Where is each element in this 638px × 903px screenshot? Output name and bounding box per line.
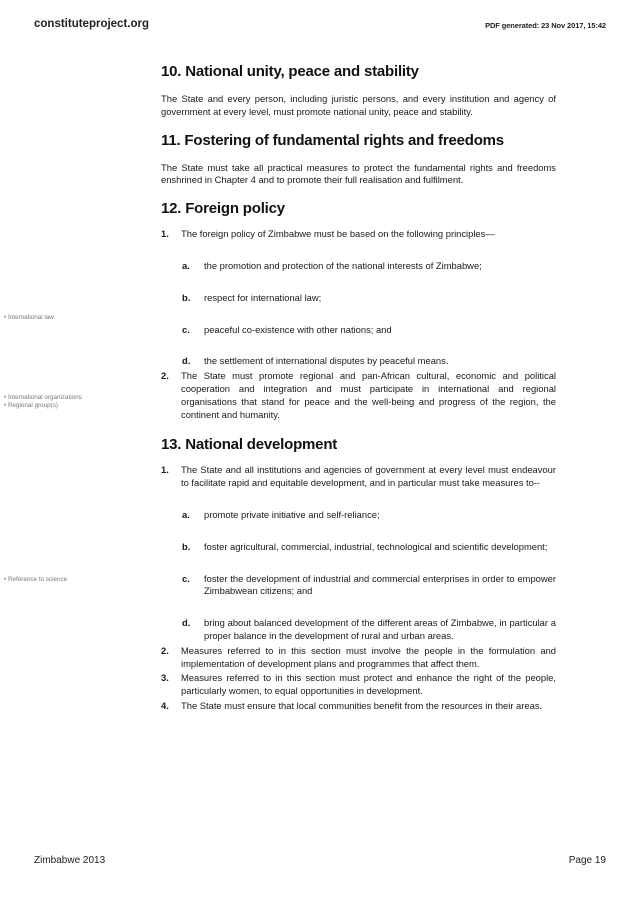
- subitem-text: foster the development of industrial and commercial enterprises in order to empower Zimbabwean citizens; and: [204, 572, 556, 597]
- section-11-title: 11. Fostering of fundamental rights and freedoms: [161, 131, 504, 149]
- item-text: Measures referred to in this section must protect and enhance the right of the people, particularly women, to equal opportunities in development.: [181, 672, 556, 697]
- sidebar-tag-label: • International law: [4, 314, 54, 322]
- subitem-text: bring about balanced development of the different areas of Zimbabwe, in particular a proper balance in the development of rural and urban areas.: [204, 617, 556, 641]
- subitem-label: d.: [182, 355, 191, 367]
- section-12-subitem: [161, 292, 556, 305]
- section-12-subitem: [161, 260, 556, 273]
- section-13-subitem: [161, 541, 556, 554]
- section-13-item: [161, 700, 556, 713]
- section-12-title: 12. Foreign policy: [161, 200, 285, 218]
- item-number: 1.: [161, 228, 169, 240]
- item-number: 3.: [161, 672, 169, 684]
- section-11-body: The State must take all practical measures to protect the fundamental rights and freedoms enshrined in Chapter 4 and to promote their full realisation and fulfilment.: [161, 161, 556, 186]
- section-12-item: [161, 370, 556, 421]
- site-name: constituteproject.org: [34, 18, 150, 30]
- subitem-label: d.: [182, 617, 191, 629]
- item-text: The foreign policy of Zimbabwe must be based on the following principles—: [181, 228, 495, 240]
- sidebar-tag-label: • Reference to science: [4, 576, 67, 584]
- subitem-text: the settlement of international disputes by peaceful means.: [204, 355, 449, 367]
- subitem-label: c.: [182, 323, 190, 335]
- section-13-subitem: [161, 509, 556, 522]
- subitem-text: promote private initiative and self-reliance;: [204, 508, 380, 520]
- item-number: 2.: [161, 370, 169, 382]
- subitem-text: respect for international law;: [204, 291, 322, 303]
- subitem-text: peaceful co-existence with other nations; and: [204, 323, 392, 335]
- subitem-text: foster agricultural, commercial, industrial, technological and scientific development;: [204, 540, 548, 552]
- subitem-label: b.: [182, 291, 191, 303]
- sidebar-tag-group-organizations: [4, 394, 82, 409]
- item-text: The State and all institutions and agencies of government at every level must endeavour to facilitate rapid and equitable development, and in particular must take measures to--: [181, 464, 556, 489]
- section-13-subitem: [161, 573, 556, 599]
- section-10-body: The State and every person, including juristic persons, and every institution and agency of government at every level, must promote national unity, peace and stability.: [161, 93, 556, 117]
- sidebar-tag-science: [4, 576, 67, 584]
- item-text: The State must ensure that local communities benefit from the resources in their areas.: [181, 699, 543, 711]
- section-12-subitem: [161, 355, 556, 368]
- section-10-title: 10. National unity, peace and stability: [161, 63, 419, 80]
- section-12-subitem: [161, 324, 556, 337]
- section-12-item: [161, 228, 556, 241]
- subitem-label: c.: [182, 572, 190, 584]
- subitem-label: b.: [182, 540, 191, 552]
- sidebar-tag-label: • International organizations: [4, 394, 82, 402]
- subitem-text: the promotion and protection of the national interests of Zimbabwe;: [204, 259, 482, 271]
- section-13-title: 13. National development: [161, 436, 338, 454]
- document-body: [161, 62, 556, 713]
- item-number: 4.: [161, 699, 169, 711]
- item-text: Measures referred to in this section must involve the people in the formulation and implementation of development plans and programmes that affect them.: [181, 644, 556, 669]
- sidebar-tag-label: • Regional group(s): [4, 402, 82, 410]
- footer-page-number: Page 19: [568, 855, 606, 866]
- item-number: 1.: [161, 464, 169, 476]
- subitem-label: a.: [182, 259, 190, 271]
- subitem-label: a.: [182, 508, 190, 520]
- section-13-item: [161, 464, 556, 490]
- section-13-item: [161, 645, 556, 671]
- item-number: 2.: [161, 644, 169, 656]
- section-13-subitem: [161, 617, 556, 643]
- item-text: The State must promote regional and pan-African cultural, economic and political cooperation and integration and must participate in international and regional organisations that stand for peace and the well-being and progress of the region, the continent and humanity.: [181, 370, 556, 420]
- footer-country-year: Zimbabwe 2013: [34, 855, 106, 866]
- generated-timestamp: PDF generated: 23 Nov 2017, 15:42: [485, 21, 606, 30]
- sidebar-tag-international-law: [4, 314, 54, 322]
- section-13-item: [161, 672, 556, 698]
